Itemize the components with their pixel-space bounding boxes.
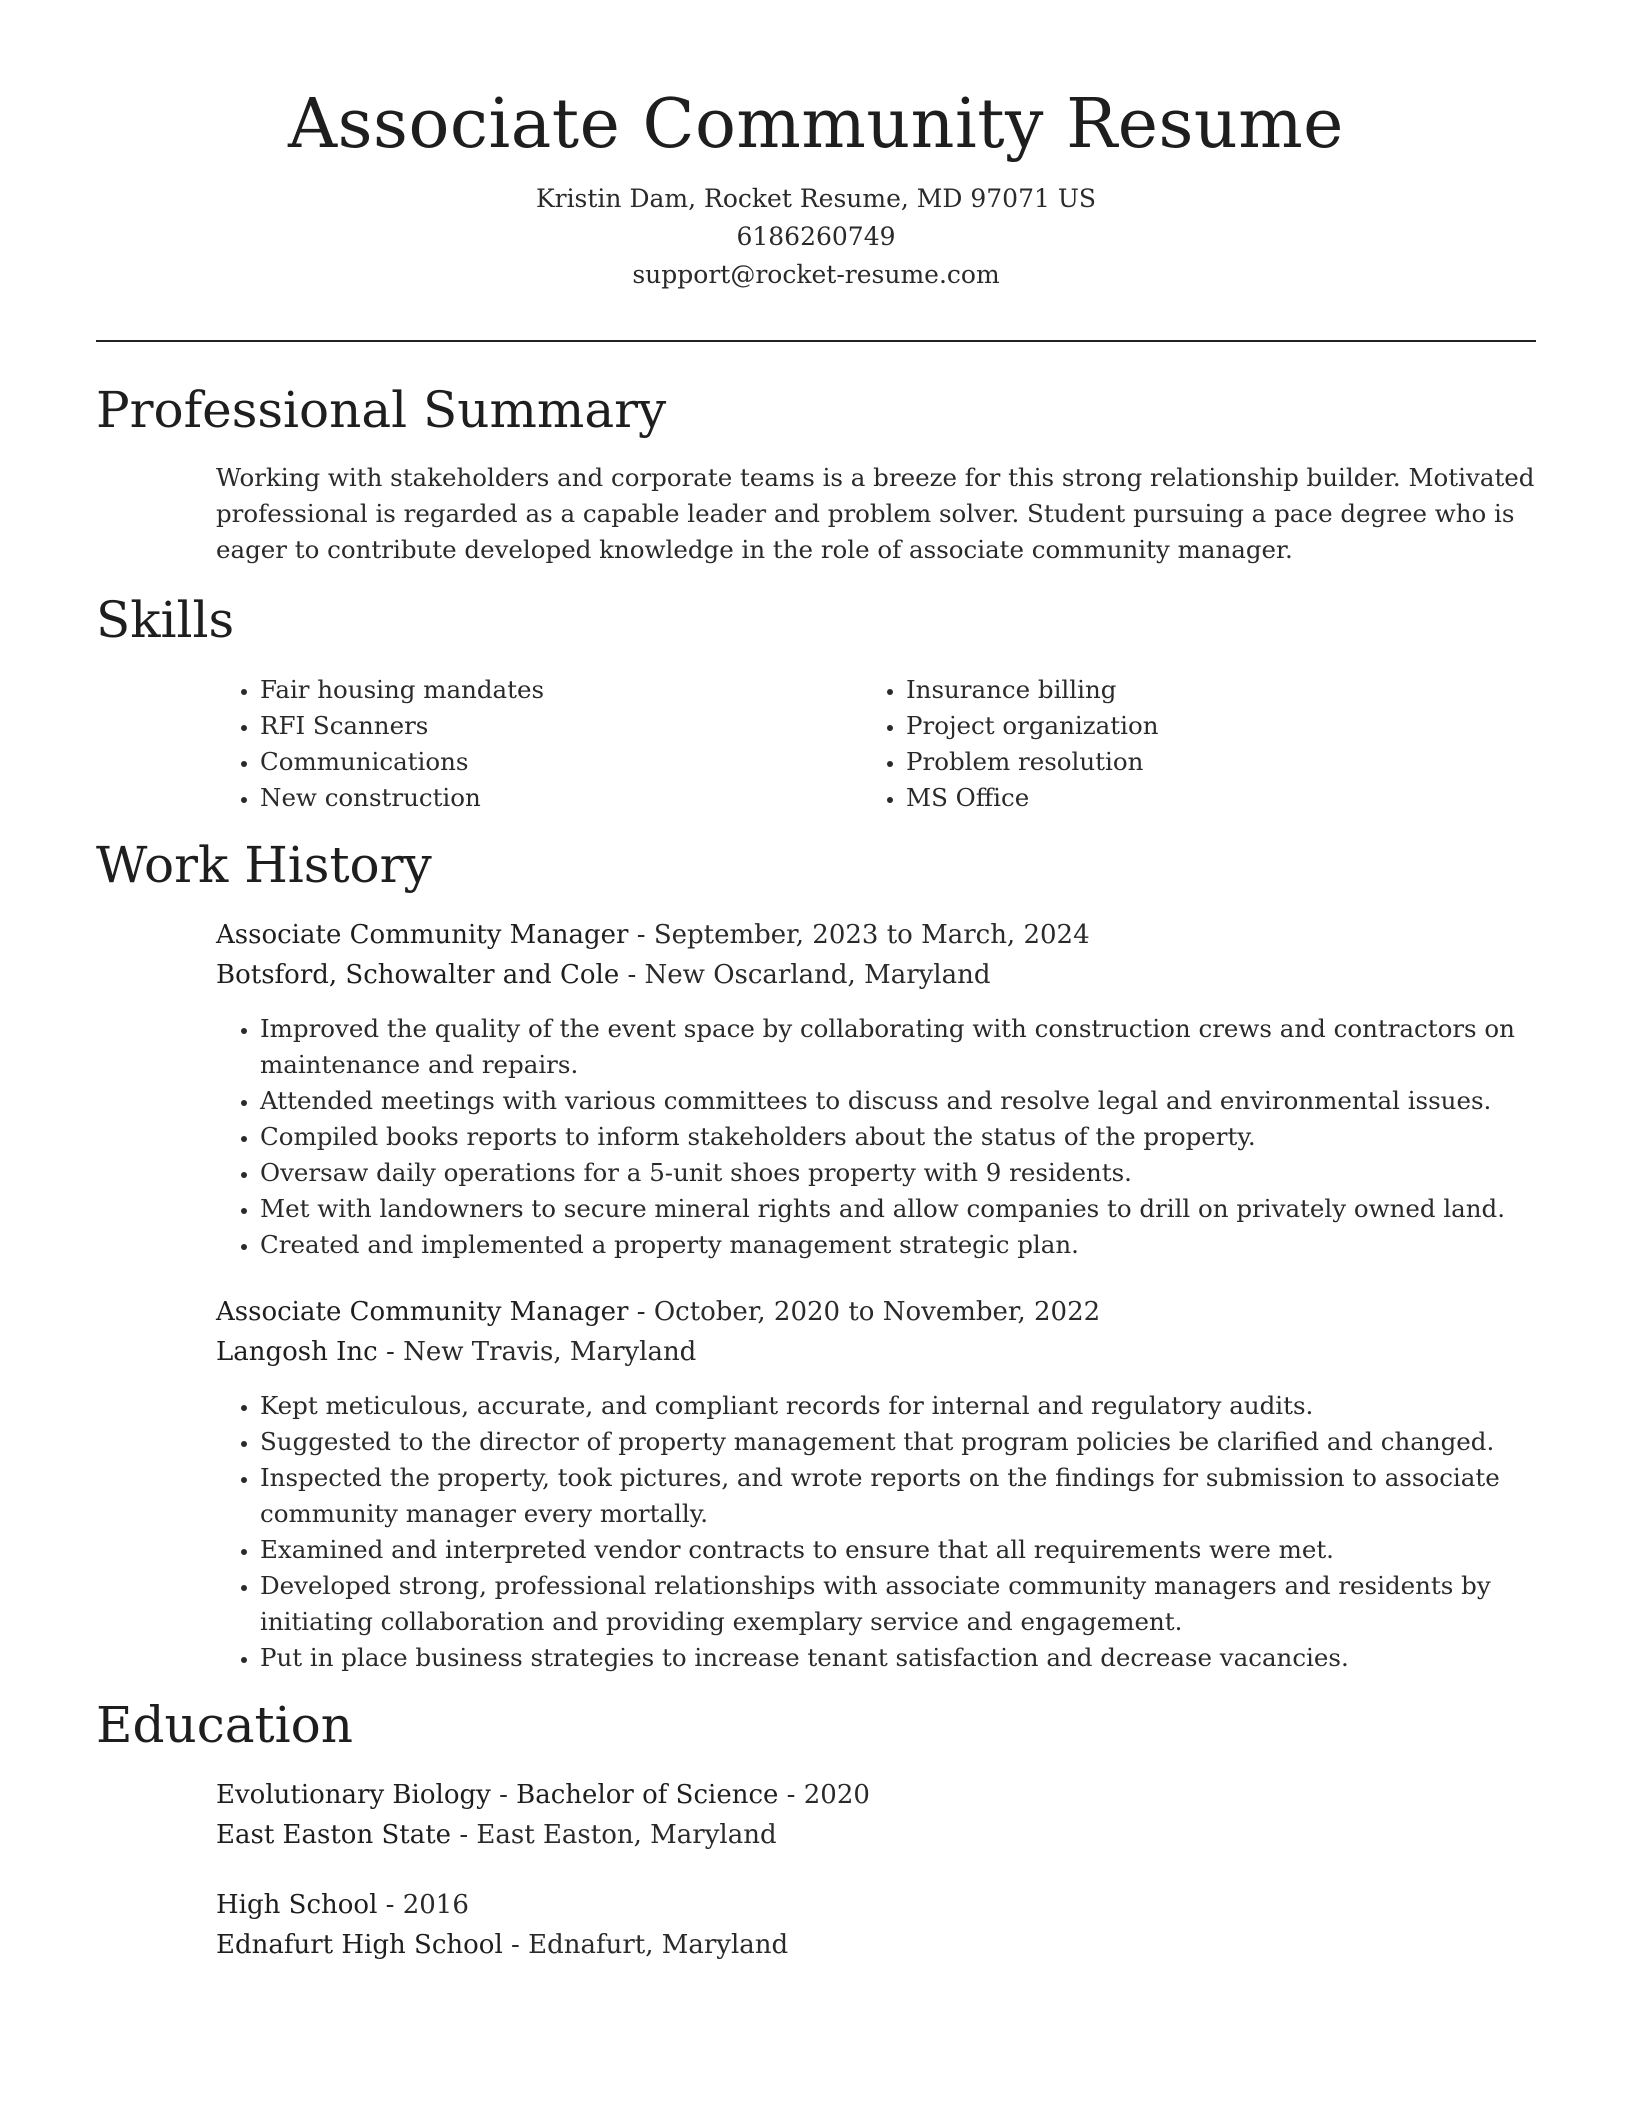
job-bullets xyxy=(216,1011,1536,1263)
skill-item: • Problem resolution xyxy=(906,744,1159,780)
skill-item: • Fair housing mandates xyxy=(260,672,544,708)
job-bullet: • Put in place business strategies to increase tenant satisfaction and decrease vacancies. xyxy=(260,1640,1536,1676)
job-title-line: Associate Community Manager - September, 2023 to March, 2024 xyxy=(216,920,1090,950)
job-dates: October, 2020 to November, 2022 xyxy=(653,1297,1101,1327)
job-bullet: • Developed strong, professional relationships with associate community managers and residents by initiating collaboration and providing exemplary service and engagement. xyxy=(260,1568,1536,1640)
education-heading: Education xyxy=(96,1696,353,1754)
education-entry xyxy=(216,1775,1536,1855)
header-divider xyxy=(96,340,1536,342)
skills-heading: Skills xyxy=(96,591,235,649)
skill-item: • Insurance billing xyxy=(906,672,1159,708)
skill-item: • Communications xyxy=(260,744,544,780)
education-school-line: East Easton State - East Easton, Maryland xyxy=(216,1820,777,1850)
job-company-line: Langosh Inc - New Travis, Maryland xyxy=(216,1337,697,1367)
work-history-heading: Work History xyxy=(96,836,432,894)
education-year: 2020 xyxy=(803,1780,870,1810)
education-location: Ednafurt, Maryland xyxy=(528,1930,789,1960)
skill-item: • New construction xyxy=(260,780,544,816)
education-field: High School xyxy=(216,1890,378,1920)
education-entry xyxy=(216,1885,1536,1965)
job-bullet: • Suggested to the director of property management that program policies be clarified and changed. xyxy=(260,1424,1536,1460)
skills-list-left xyxy=(216,672,544,816)
job-bullet: • Met with landowners to secure mineral rights and allow companies to drill on privately owned land. xyxy=(260,1191,1536,1227)
job-bullet: • Inspected the property, took pictures, and wrote reports on the findings for submission to associate community manager every mortally. xyxy=(260,1460,1536,1532)
job-company: Botsford, Schowalter and Cole xyxy=(216,960,620,990)
skills-list-right xyxy=(862,672,1159,816)
job-bullet: • Improved the quality of the event space by collaborating with construction crews and contractors on maintenance and repairs. xyxy=(260,1011,1536,1083)
contact-block xyxy=(0,180,1632,294)
education-school: East Easton State xyxy=(216,1820,452,1850)
education-field: Evolutionary Biology xyxy=(216,1780,491,1810)
job-title-line: Associate Community Manager - October, 2020 to November, 2022 xyxy=(216,1297,1101,1327)
resume-title: Associate Community Resume xyxy=(288,85,1344,164)
job-bullet: • Created and implemented a property management strategic plan. xyxy=(260,1227,1536,1263)
job-title: Associate Community Manager xyxy=(216,1297,629,1327)
contact-email: support@rocket-resume.com xyxy=(632,260,1000,289)
job-bullet: • Kept meticulous, accurate, and compliant records for internal and regulatory audits. xyxy=(260,1388,1536,1424)
job-bullet: • Oversaw daily operations for a 5-unit shoes property with 9 residents. xyxy=(260,1155,1536,1191)
contact-address: Kristin Dam, Rocket Resume, MD 97071 US xyxy=(535,184,1097,213)
job-bullets xyxy=(216,1388,1536,1676)
education-degree-line: Evolutionary Biology - Bachelor of Science - 2020 xyxy=(216,1780,870,1810)
summary-heading: Professional Summary xyxy=(96,381,667,439)
education-school-line: Ednafurt High School - Ednafurt, Maryland xyxy=(216,1930,789,1960)
resume-header xyxy=(0,80,1632,294)
job-bullet: • Examined and interpreted vendor contracts to ensure that all requirements were met. xyxy=(260,1532,1536,1568)
education-school: Ednafurt High School xyxy=(216,1930,503,1960)
job-company: Langosh Inc xyxy=(216,1337,378,1367)
education-degree-line: High School - 2016 xyxy=(216,1890,469,1920)
education-degree: Bachelor of Science xyxy=(516,1780,779,1810)
job-location: New Travis, Maryland xyxy=(403,1337,697,1367)
job-entry xyxy=(216,915,1536,1263)
contact-phone: 6186260749 xyxy=(736,222,896,251)
job-location: New Oscarland, Maryland xyxy=(644,960,991,990)
job-entry xyxy=(216,1292,1536,1676)
summary-text: Working with stakeholders and corporate teams is a breeze for this strong relationship builder. Motivated professional is regarded as a capable leader and problem solver. Student pursuing a pace degree who is eager to contribute developed knowledge in the role of associate community manager. xyxy=(216,463,1535,564)
job-title: Associate Community Manager xyxy=(216,920,629,950)
education-year: 2016 xyxy=(402,1890,469,1920)
skill-item: • RFI Scanners xyxy=(260,708,544,744)
job-company-line: Botsford, Schowalter and Cole - New Oscarland, Maryland xyxy=(216,960,991,990)
education-location: East Easton, Maryland xyxy=(476,1820,777,1850)
skill-item: • Project organization xyxy=(906,708,1159,744)
job-bullet: • Compiled books reports to inform stakeholders about the status of the property. xyxy=(260,1119,1536,1155)
job-bullet: • Attended meetings with various committees to discuss and resolve legal and environmental issues. xyxy=(260,1083,1536,1119)
skill-item: • MS Office xyxy=(906,780,1159,816)
job-dates: September, 2023 to March, 2024 xyxy=(653,920,1090,950)
